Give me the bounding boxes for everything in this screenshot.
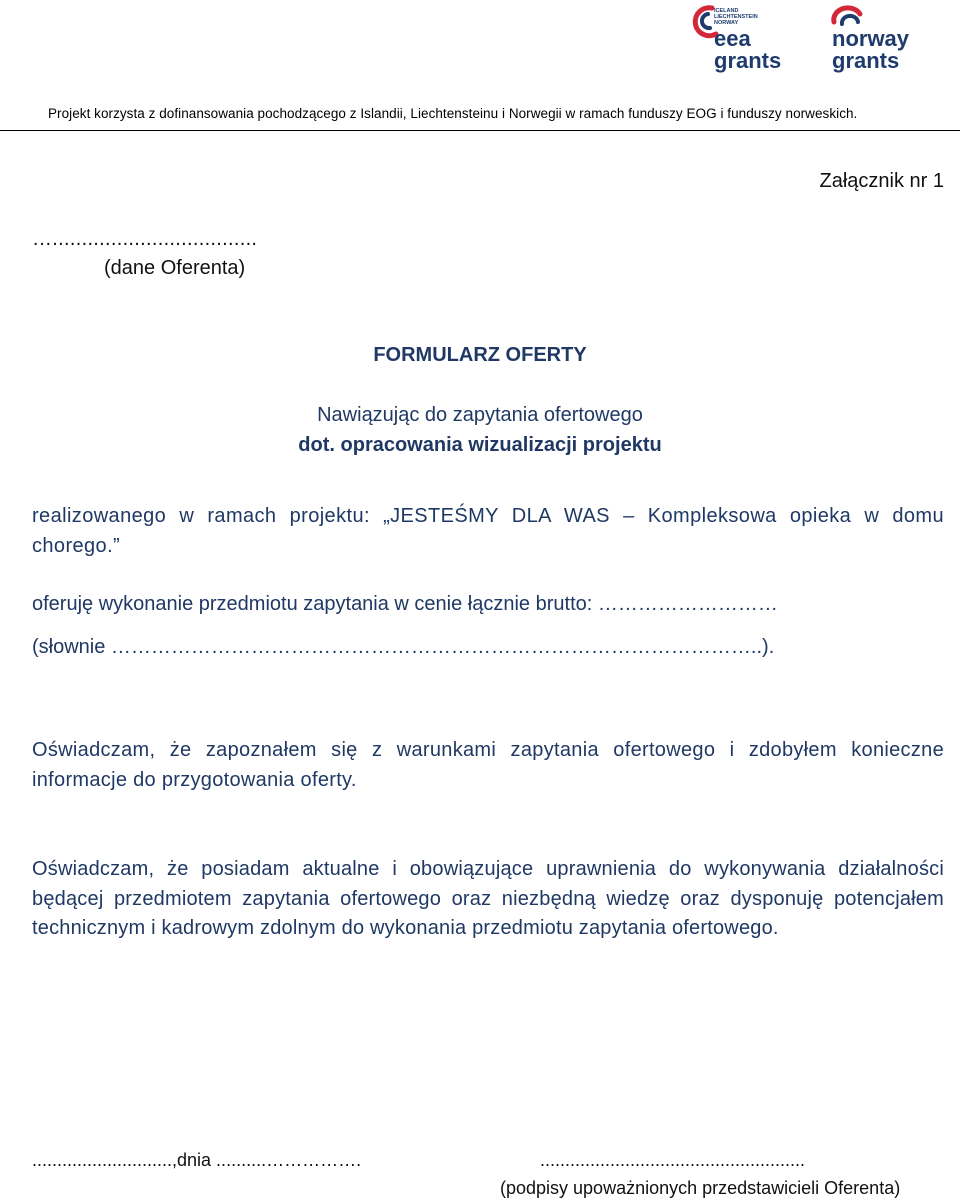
eea-logo-word: eea xyxy=(714,26,751,51)
declaration-paragraph-1: Oświadczam, że zapoznałem się z warunkami zapytania ofertowego i zdobyłem konieczne informacje do przygotowania oferty. xyxy=(32,739,944,791)
header-divider xyxy=(0,130,960,131)
norway-logo-grants: grants xyxy=(832,48,900,73)
eea-country-line-2: LIECHTENSTEIN xyxy=(714,14,758,20)
form-subtitle-line-2: dot. opracowania wizualizacji projektu xyxy=(298,434,662,456)
funding-header-text: Projekt korzysta z dofinansowania pochodzącego z Islandii, Liechtensteinu i Norwegii w ramach funduszy EOG i funduszy norweskich. xyxy=(48,106,858,121)
annex-label: Załącznik nr 1 xyxy=(819,170,944,192)
eea-swoosh-icon xyxy=(695,8,716,36)
declaration-paragraph-2: Oświadczam, że posiadam aktualne i obowiązujące uprawnienia do wykonywania działalności będącej przedmiotem zapytania ofertowego oraz niezbędną wiedzę oraz dysponuję potencjałem technicznym i kadrowym zdolnym do wykonania przedmiotu zapytania ofertowego. xyxy=(32,858,944,939)
offeror-data-label: (dane Oferenta) xyxy=(104,257,246,279)
norway-grants-logo xyxy=(828,4,938,74)
offer-price-line: oferuję wykonanie przedmiotu zapytania w cenie łącznie brutto: ……………………… xyxy=(32,593,778,615)
eea-grants-logo xyxy=(686,4,796,74)
eea-logo-grants: grants xyxy=(714,48,782,73)
form-subtitle-line-1: Nawiązując do zapytania ofertowego xyxy=(317,404,643,426)
eea-country-line-3: NORWAY xyxy=(714,20,739,26)
norway-swoosh-icon xyxy=(834,8,860,24)
form-title: FORMULARZ OFERTY xyxy=(373,344,587,366)
signature-caption: (podpisy upoważnionych przedstawicieli Oferenta) xyxy=(500,1178,901,1198)
signature-line: ..................................................... xyxy=(540,1150,806,1170)
norway-logo-word: norway xyxy=(832,26,910,51)
offeror-data-dots: …................................... xyxy=(32,228,258,250)
project-paragraph: realizowanego w ramach projektu: „JESTEŚMY DLA WAS – Kompleksowa opieka w domu chorego.” xyxy=(32,505,944,557)
price-in-words-line: (słownie ……………………………………………………………………………………..). xyxy=(32,636,775,658)
eea-country-line-1: ICELAND xyxy=(714,8,739,14)
place-date-line: ............................,dnia ..........……………. xyxy=(32,1150,362,1170)
